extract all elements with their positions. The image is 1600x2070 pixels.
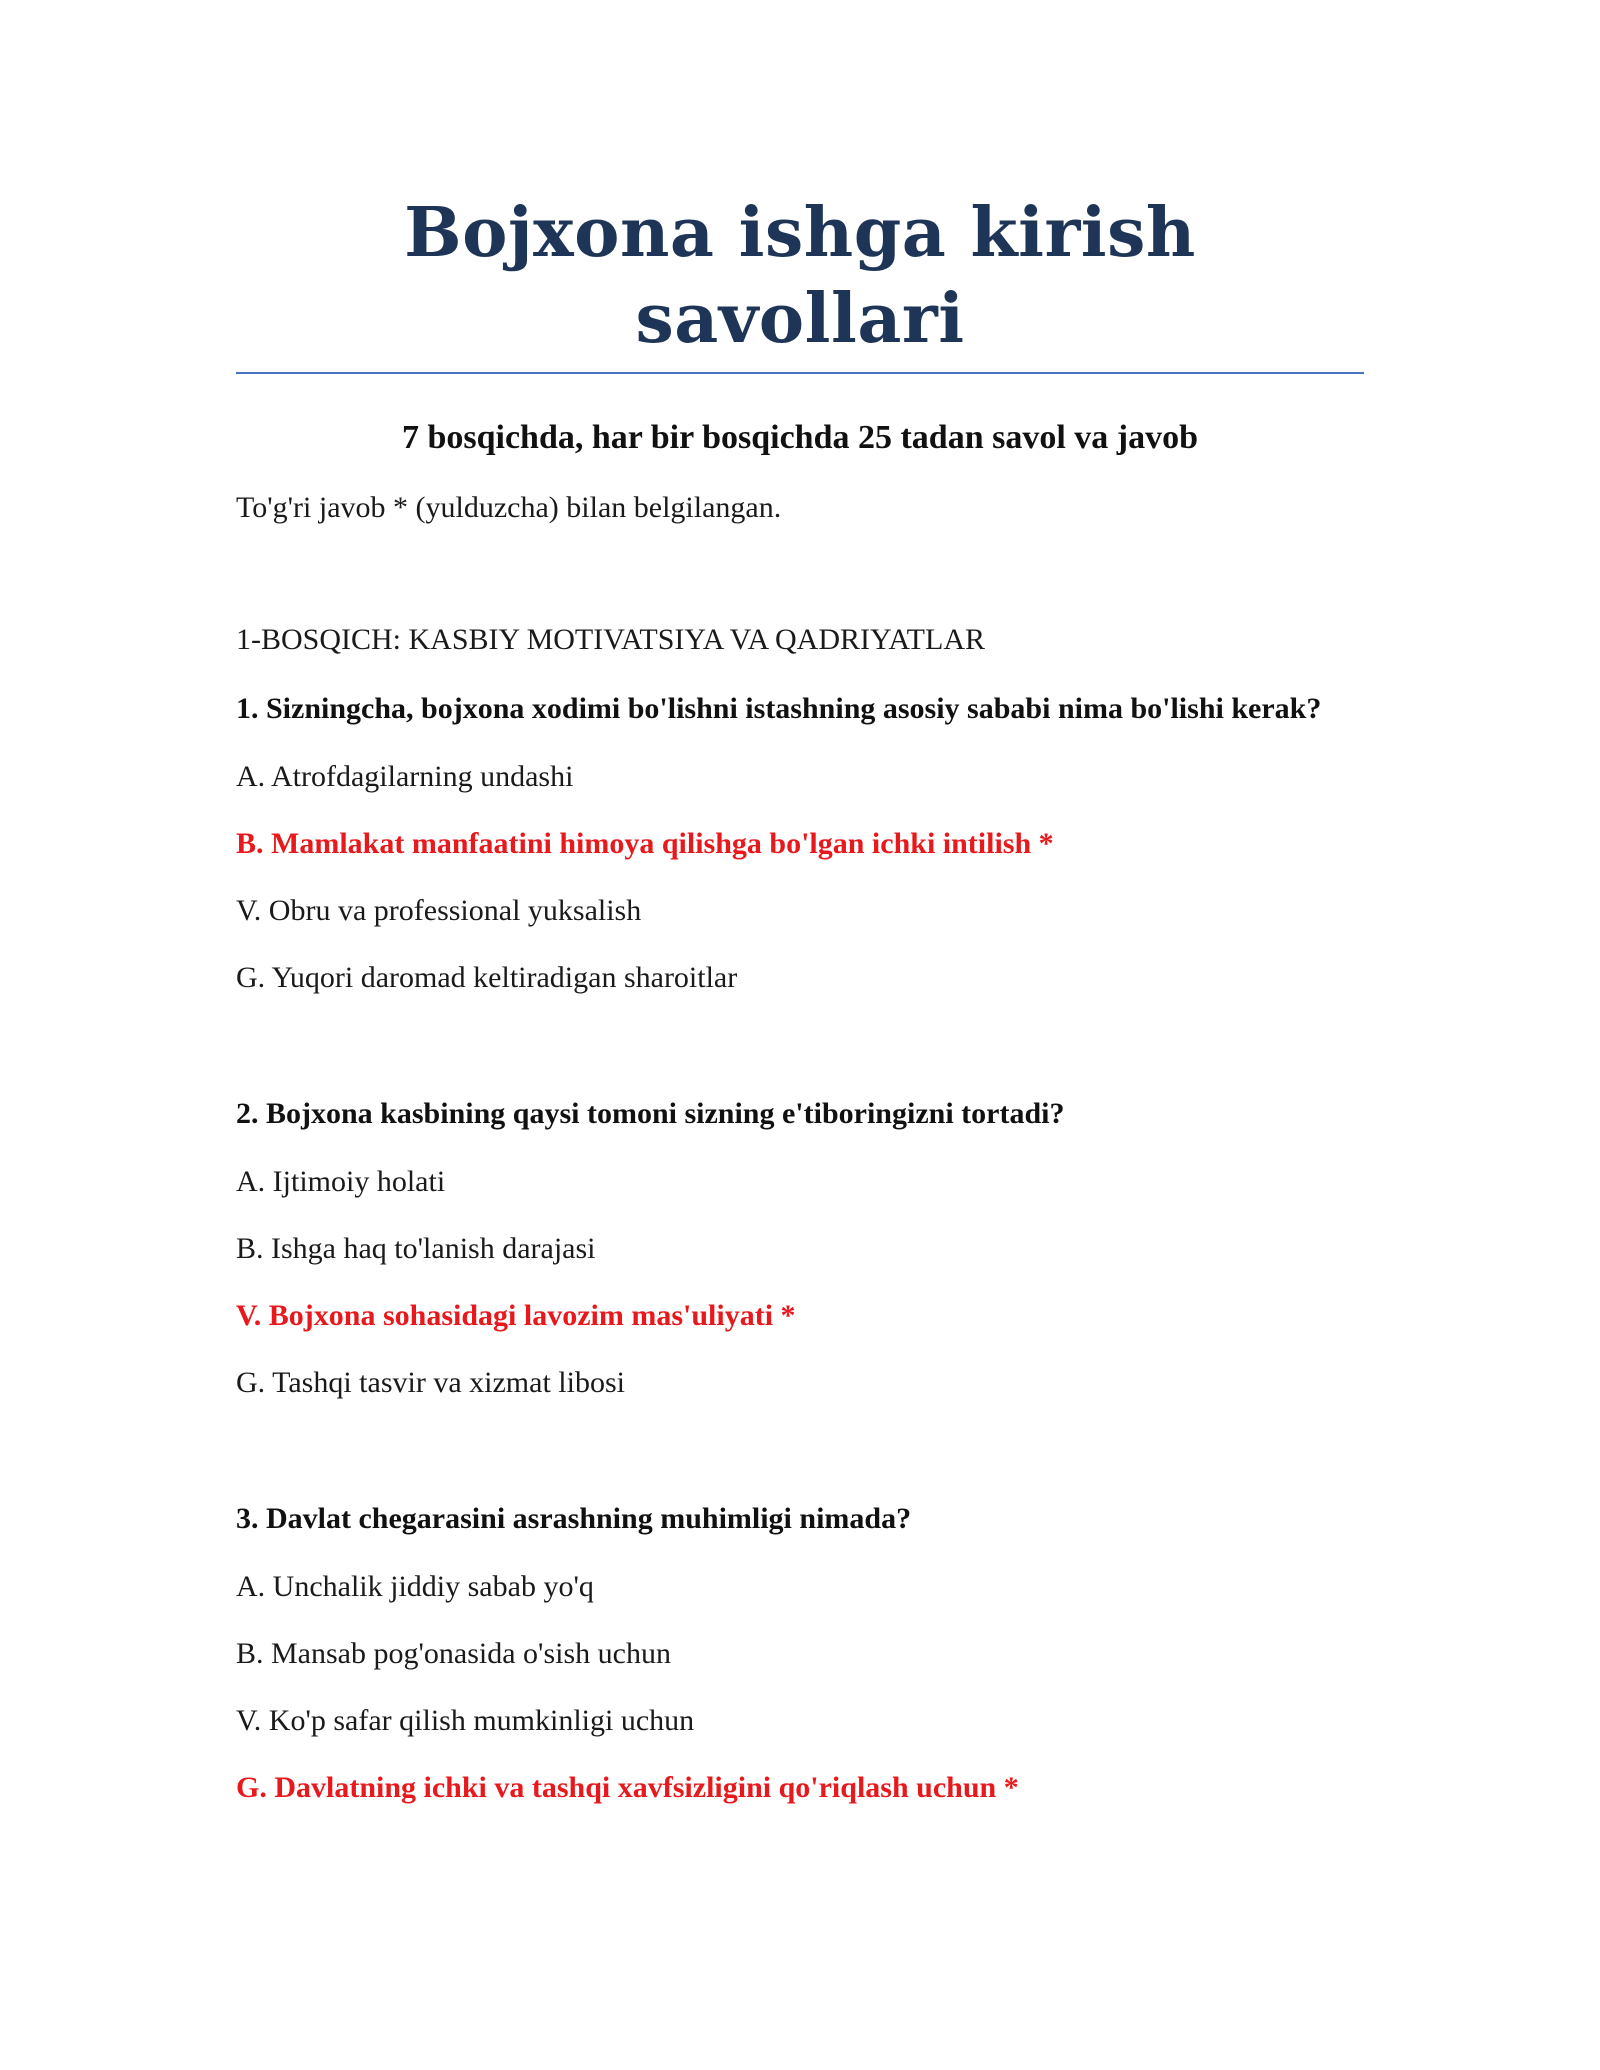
answer-option-a: A. Unchalik jiddiy sabab yo'q bbox=[236, 1570, 594, 1603]
question-text: 3. Davlat chegarasini asrashning muhimligi nimada? bbox=[236, 1502, 912, 1535]
question-3 bbox=[236, 1498, 1364, 1808]
answer-option-v-correct: V. Bojxona sohasidagi lavozim mas'uliyati * bbox=[236, 1299, 796, 1332]
title-divider bbox=[236, 372, 1364, 374]
document-subtitle: 7 bosqichda, har bir bosqichda 25 tadan savol va javob bbox=[401, 419, 1199, 456]
answer-key-note: To'g'ri javob * (yulduzcha) bilan belgilangan. bbox=[236, 491, 782, 524]
stage-heading: 1-BOSQICH: KASBIY MOTIVATSIYA VA QADRIYATLAR bbox=[236, 623, 985, 656]
question-1 bbox=[236, 688, 1364, 998]
answer-option-b-correct: B. Mamlakat manfaatini himoya qilishga bo'lgan ichki intilish * bbox=[236, 827, 1054, 860]
question-text: 2. Bojxona kasbining qaysi tomoni sizning e'tiboringizni tortadi? bbox=[236, 1097, 1065, 1130]
question-2 bbox=[236, 1093, 1364, 1403]
question-text: 1. Sizningcha, bojxona xodimi bo'lishni istashning asosiy sababi nima bo'lishi kerak? bbox=[236, 692, 1322, 725]
answer-option-v: V. Obru va professional yuksalish bbox=[236, 894, 642, 927]
answer-option-b: B. Ishga haq to'lanish darajasi bbox=[236, 1232, 596, 1265]
answer-option-a: A. Atrofdagilarning undashi bbox=[236, 760, 574, 793]
answer-option-g-correct: G. Davlatning ichki va tashqi xavfsizligini qo'riqlash uchun * bbox=[236, 1771, 1019, 1804]
document-title: Bojxona ishga kirish savollari bbox=[404, 193, 1196, 359]
answer-option-g: G. Tashqi tasvir va xizmat libosi bbox=[236, 1366, 625, 1399]
document-page bbox=[236, 0, 1364, 1808]
answer-option-b: B. Mansab pog'onasida o'sish uchun bbox=[236, 1637, 671, 1670]
answer-option-g: G. Yuqori daromad keltiradigan sharoitlar bbox=[236, 961, 738, 994]
answer-option-v: V. Ko'p safar qilish mumkinligi uchun bbox=[236, 1704, 695, 1737]
answer-option-a: A. Ijtimoiy holati bbox=[236, 1165, 446, 1198]
